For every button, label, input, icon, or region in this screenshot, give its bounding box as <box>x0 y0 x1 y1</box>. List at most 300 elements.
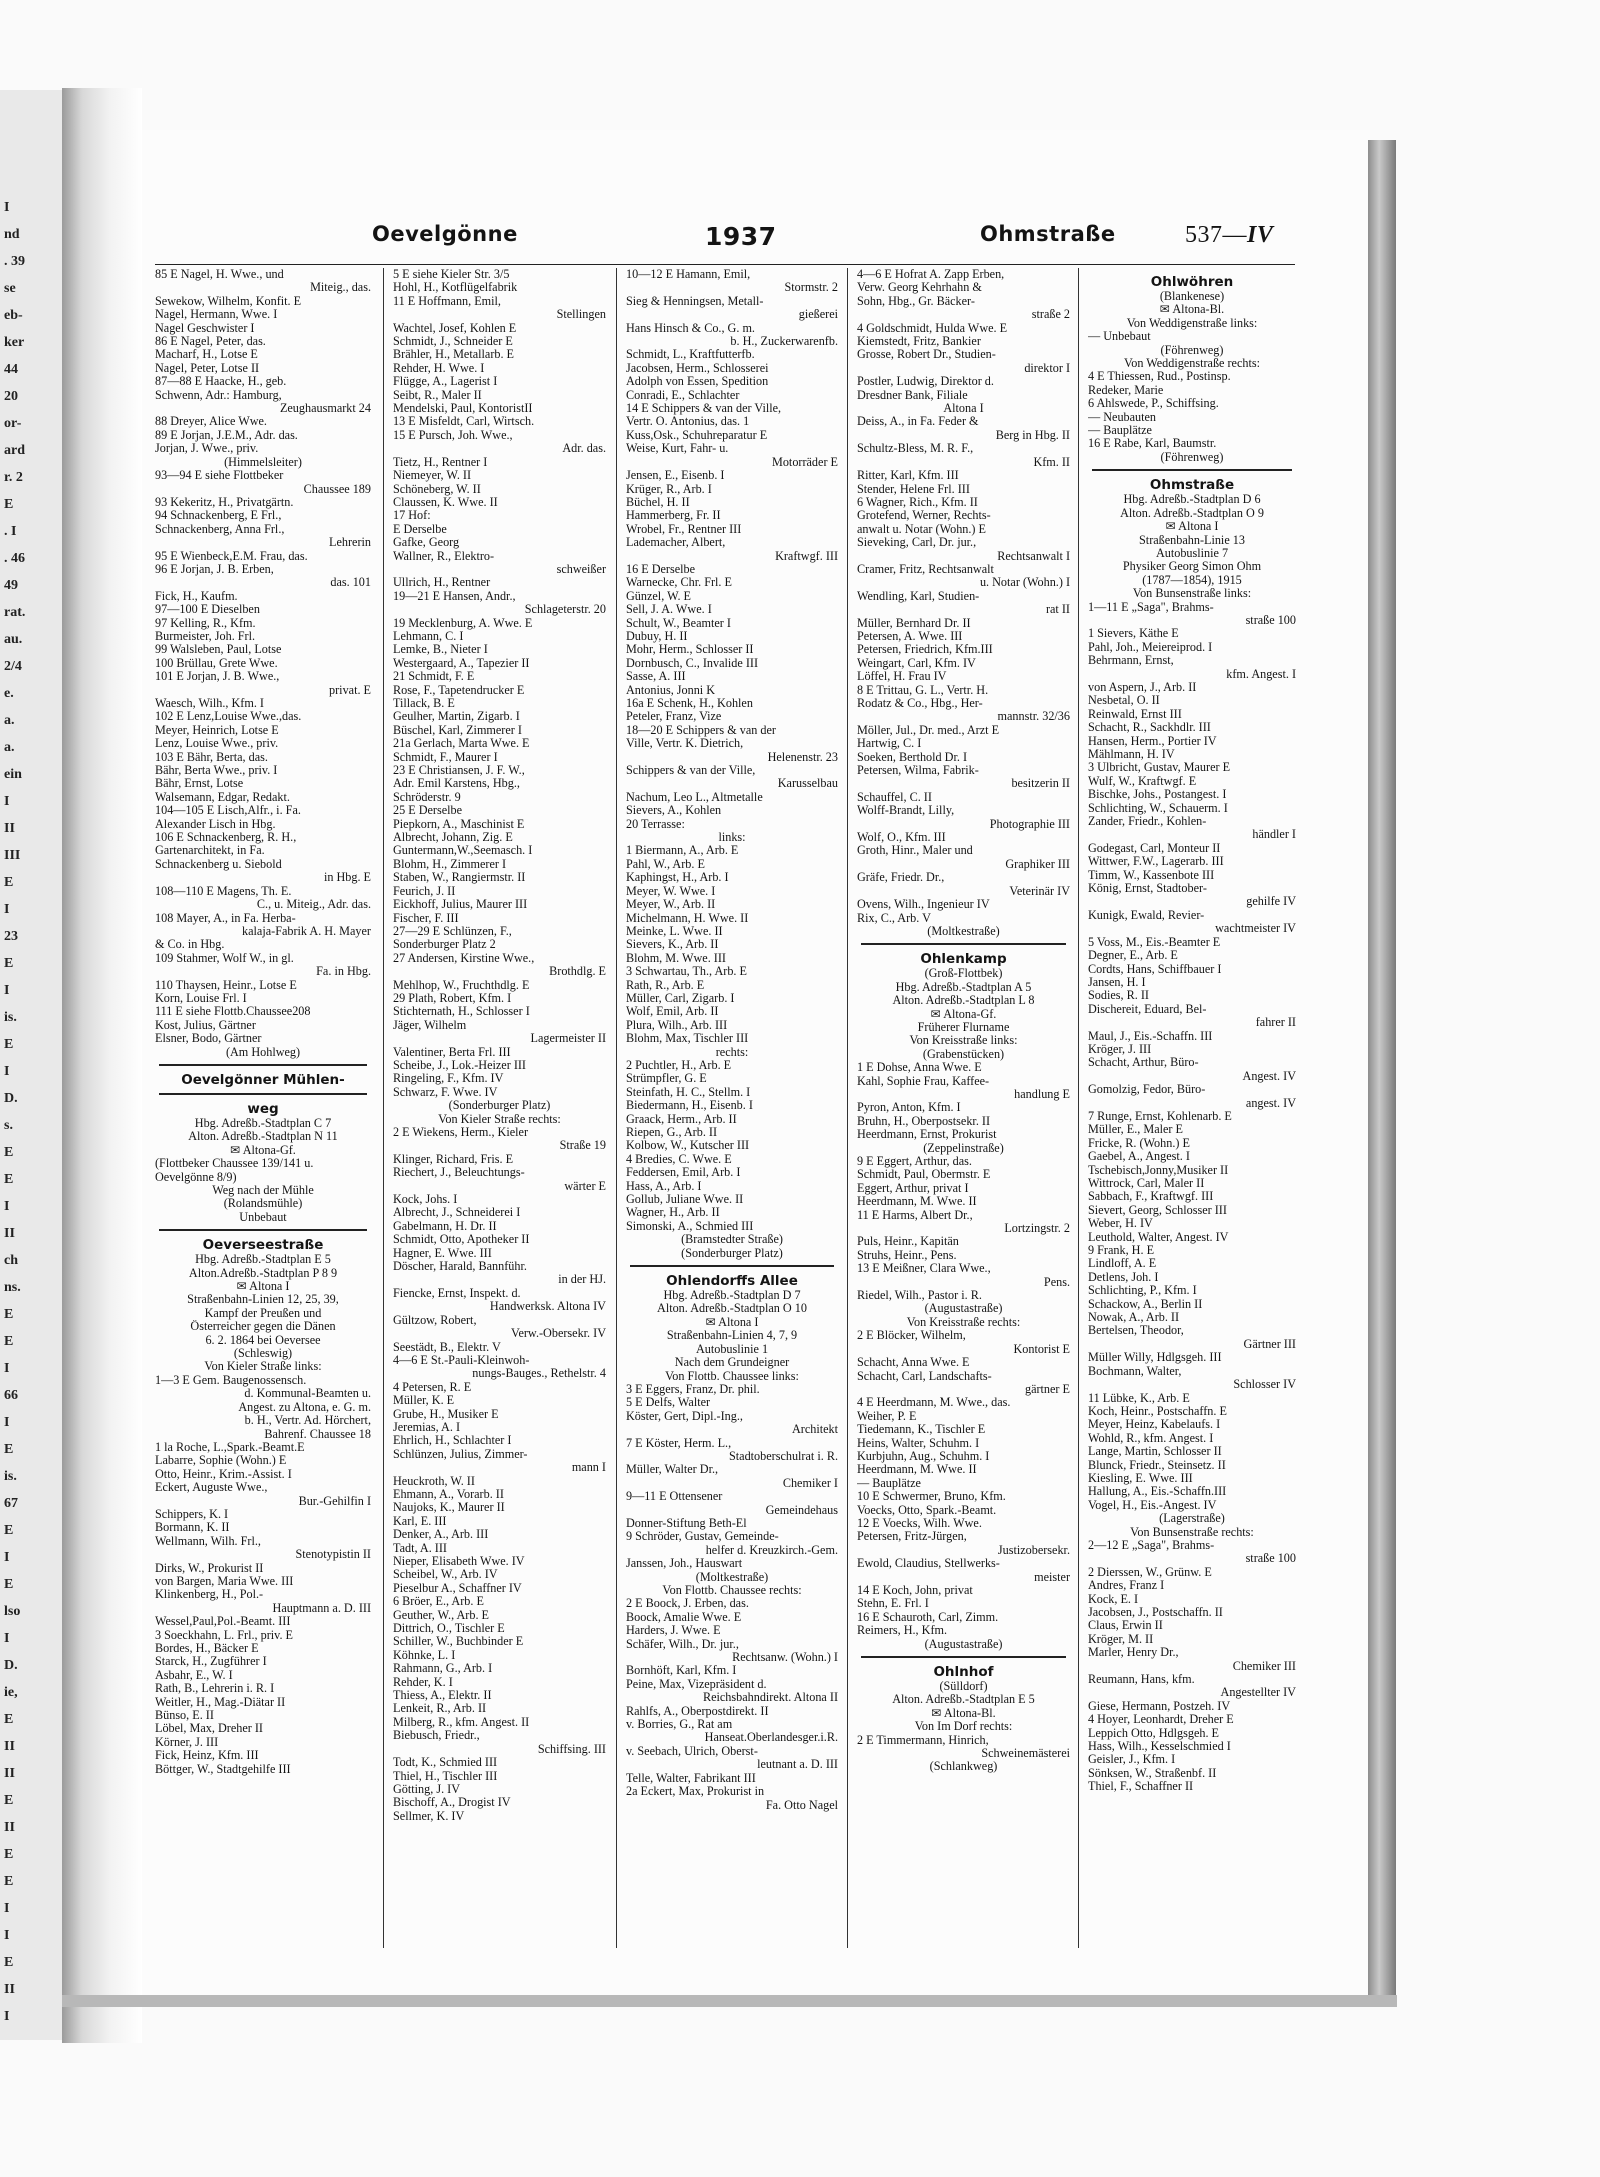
section-divider <box>159 1093 367 1095</box>
directory-entry-line: Wittwer, F.W., Lagerarb. III <box>1088 855 1224 869</box>
directory-entry-line: Schacht, Anna Wwe. E <box>857 1356 970 1370</box>
facing-page-fragment: 49 <box>4 578 18 593</box>
directory-entry-line: 13 E Misfeldt, Carl, Wirtsch. <box>393 415 535 429</box>
directory-entry-line: Alton. Adreßb.-Stadtplan L 8 <box>892 994 1035 1008</box>
directory-entry-line: meister <box>1034 1570 1070 1584</box>
directory-entry-line: (Augustastraße) <box>924 1637 1003 1651</box>
directory-entry-line: Alton.Adreßb.-Stadtplan P 8 9 <box>188 1266 338 1280</box>
directory-entry-line: Kost, Julius, Gärtner <box>155 1018 256 1032</box>
directory-entry-line: 9—11 E Ottensener <box>626 1490 723 1504</box>
directory-entry-line: Grosse, Robert Dr., Studien- <box>857 348 996 362</box>
directory-entry-line: Wittrock, Carl, Maler II <box>1088 1177 1205 1190</box>
directory-entry-line: Stender, Helene Frl. III <box>857 482 970 496</box>
directory-entry-line: Giese, Hermann, Postzeh. IV <box>1088 1699 1231 1713</box>
facing-page-fragment: II <box>4 1766 15 1781</box>
directory-entry-line: Adr. das. <box>562 442 606 456</box>
directory-entry-line: Heerdmann, M. Wwe. II <box>857 1195 977 1209</box>
directory-entry-line: Hbg. Adreßb.-Stadtplan D 7 <box>663 1289 801 1303</box>
directory-entry-line: 5 E Delfs, Walter <box>626 1396 711 1410</box>
directory-entry-line: Mendelski, Paul, KontoristII <box>393 402 533 416</box>
directory-entry-line: Ehrlich, H., Schlachter I <box>393 1434 512 1448</box>
directory-entry-line: Verw.-Obersekr. IV <box>511 1327 606 1341</box>
directory-entry-line: Kiemstedt, Fritz, Bankier <box>857 335 981 349</box>
directory-entry-line: Rath, B., Lehrerin i. R. I <box>155 1682 275 1696</box>
directory-entry-line: Jorjan, J. Wwe., priv. <box>155 442 259 456</box>
directory-entry-line: 27—29 E Schlünzen, F., <box>393 924 512 938</box>
facing-page-fragment: I <box>4 200 10 215</box>
directory-entry-line: fahrer II <box>1255 1016 1296 1030</box>
directory-entry-line: Staben, W., Rangiermstr. II <box>393 871 526 885</box>
directory-entry-line: Köhnke, L. I <box>393 1648 456 1662</box>
facing-page-fragment: a. <box>4 740 15 755</box>
facing-page-fragment: nd <box>4 227 20 242</box>
directory-entry-line: Helenenstr. 23 <box>767 750 838 764</box>
directory-entry-line: 4 Hoyer, Leonhardt, Dreher E <box>1088 1713 1234 1727</box>
directory-entry-line: straße 2 <box>1031 308 1070 322</box>
directory-entry-line: Koch, Heinr., Postschaffn. E <box>1088 1404 1227 1418</box>
directory-entry-line: Gemeindehaus <box>765 1503 838 1517</box>
directory-entry-line: Nach dem Grundeigner <box>674 1356 790 1370</box>
directory-entry-line: Straßenbahn-Linien 12, 25, 39, <box>187 1293 339 1307</box>
directory-entry-line: Ritter, Karl, Kfm. III <box>857 469 959 483</box>
directory-entry-line: 16a E Schenk, H., Kohlen <box>626 697 753 710</box>
directory-entry-line: Stellingen <box>556 308 606 322</box>
directory-entry-line: Fricke, R. (Wohn.) E <box>1088 1136 1190 1150</box>
directory-entry-line: Wolf, O., Kfm. III <box>857 831 946 845</box>
directory-entry-line: Möller, Jul., Dr. med., Arzt E <box>857 723 1000 737</box>
directory-entry-line: Rahlfs, A., Oberpostdirekt. II <box>626 1704 769 1718</box>
directory-entry-line: 85 E Nagel, H. Wwe., und <box>155 268 284 281</box>
directory-entry-line: Blohm, H., Zimmerer I <box>393 857 507 871</box>
facing-page-fragment: r. 2 <box>4 470 23 485</box>
directory-entry-line: Ehmann, A., Vorarb. II <box>393 1487 504 1501</box>
directory-entry-line: 104—105 E Lisch,Alfr., i. Fa. <box>155 804 301 818</box>
directory-entry-line: Schacht, Carl, Landschafts- <box>857 1369 992 1383</box>
directory-entry-line: Eggert, Arthur, privat I <box>857 1181 969 1195</box>
directory-entry-line: Kampf der Preußen und <box>204 1306 322 1320</box>
directory-entry-line: Pieselbur A., Schaffner IV <box>393 1581 522 1595</box>
directory-entry-line: Lagermeister II <box>530 1032 606 1046</box>
facing-page-fragment: II <box>4 1226 15 1241</box>
directory-entry-line: Von Bunsenstraße rechts: <box>1130 1525 1254 1539</box>
directory-entry-line: Peteler, Franz, Vize <box>626 710 722 724</box>
header-section-mark: IV <box>1247 222 1274 248</box>
facing-page-fragment: E <box>4 1172 14 1187</box>
directory-entry-line: Dubuy, H. II <box>626 629 688 643</box>
directory-entry-line: 4 E Thiessen, Rud., Postinsp. <box>1088 370 1231 384</box>
directory-entry-line: 2 Puchtler, H., Arb. E <box>626 1058 732 1072</box>
directory-entry-line: 109 Stahmer, Wolf W., in gl. <box>155 951 294 965</box>
directory-entry-line: Müller, Walter Dr., <box>626 1463 719 1477</box>
directory-entry-line: Bünso, E. II <box>155 1709 214 1723</box>
directory-entry-line: Warnecke, Chr. Frl. E <box>626 576 732 590</box>
directory-entry-line: 11 E Harms, Albert Dr., <box>857 1208 973 1222</box>
book-gutter <box>62 88 142 2043</box>
directory-entry-line: Ovens, Wilh., Ingenieur IV <box>857 898 990 912</box>
directory-entry-line: Fa. in Hbg. <box>316 965 371 979</box>
directory-entry-line: Sohn, Hbg., Gr. Bäcker- <box>857 294 975 308</box>
directory-entry-line: Tietz, H., Rentner I <box>393 455 488 469</box>
directory-entry-line: (Bramstedter Straße) <box>681 1233 783 1247</box>
facing-page-fragment: E <box>4 1577 14 1592</box>
directory-entry-line: Von Bunsenstraße links: <box>1132 587 1252 601</box>
directory-entry-line: Eckert, Auguste Wwe., <box>155 1481 268 1495</box>
directory-entry-line: Verw. Georg Kehrhahn & <box>857 281 982 295</box>
directory-entry-line: Rehder, H. Wwe. I <box>393 361 485 375</box>
directory-entry-line: Leppich Otto, Hdlgsgeh. E <box>1088 1726 1219 1740</box>
facing-page-fragment: . 46 <box>4 551 25 566</box>
facing-page-fragment: I <box>4 1928 10 1943</box>
directory-entry-line: von Bargen, Maria Wwe. III <box>155 1574 294 1588</box>
directory-entry-line: Alton. Adreßb.-Stadtplan O 9 <box>1120 506 1264 520</box>
directory-column-2 <box>393 268 606 1968</box>
facing-page-fragment: I <box>4 1064 10 1079</box>
directory-entry-line: Bischke, Johs., Postangest. I <box>1088 788 1227 802</box>
directory-entry-line: ✉ Altona-Bl. <box>1159 303 1225 317</box>
directory-entry-line: (Blankenese) <box>1159 290 1225 303</box>
directory-entry-line: 97 Kelling, R., Kfm. <box>155 616 256 630</box>
directory-entry-line: Feddersen, Emil, Arb. I <box>626 1166 741 1180</box>
directory-entry-line: (Moltkestraße) <box>695 1570 769 1584</box>
directory-entry-line: Schmidt, F., Maurer I <box>393 750 498 764</box>
section-divider <box>159 1064 367 1066</box>
directory-entry-line: Bur.-Gehilfin I <box>298 1494 371 1508</box>
directory-entry-line: 1 Biermann, A., Arb. E <box>626 844 739 858</box>
directory-entry-line: 2—12 E „Saga", Brahms- <box>1088 1538 1215 1552</box>
directory-entry-line: 99 Walsleben, Paul, Lotse <box>155 643 282 657</box>
directory-entry-line: 3 Schwartau, Th., Arb. E <box>626 965 747 979</box>
directory-entry-line: 15 E Pursch, Joh. Wwe., <box>393 428 513 442</box>
directory-entry-line: nungs-Bauges., Rethelstr. 4 <box>472 1367 606 1381</box>
directory-entry-line: 10—12 E Hamann, Emil, <box>626 268 751 281</box>
directory-column-4 <box>857 268 1070 1968</box>
directory-entry-line: Struhs, Heinr., Pens. <box>857 1248 957 1262</box>
directory-entry-line: Stichternath, H., Schlosser I <box>393 1005 530 1019</box>
facing-page-fragment: D. <box>4 1091 18 1106</box>
directory-entry-line: Reichsbahndirekt. Altona II <box>702 1691 838 1705</box>
directory-entry-line: Cramer, Fritz, Rechtsanwalt <box>857 562 994 576</box>
directory-entry-line: wachtmeister IV <box>1215 922 1296 936</box>
street-heading: Oeverseestraße <box>202 1237 324 1254</box>
facing-page-fragment: 2/4 <box>4 659 22 674</box>
directory-entry-line: Marler, Henry Dr., <box>1088 1646 1179 1660</box>
directory-entry-line: Gafke, Georg <box>393 536 460 550</box>
directory-entry-line: Pahl, Joh., Meiereiprod. I <box>1088 640 1213 654</box>
directory-entry-line: Bruhn, H., Oberpostsekr. II <box>857 1114 991 1128</box>
directory-entry-line: Rodatz & Co., Hbg., Her- <box>857 697 983 710</box>
directory-entry-line: Blohm, M. Wwe. III <box>626 951 726 965</box>
directory-entry-line: Schlichting, W., Schauerm. I <box>1088 801 1228 815</box>
directory-entry-line: Bähr, Berta Wwe., priv. I <box>155 764 278 778</box>
header-page-number: 537—IV <box>1185 222 1274 248</box>
directory-entry-line: Gartenarchitekt, in Fa. <box>155 844 265 858</box>
directory-entry-line: Von Im Dorf rechts: <box>914 1720 1013 1734</box>
directory-entry-line: Sodies, R. II <box>1088 989 1149 1003</box>
directory-entry-line: (1787—1854), 1915 <box>1142 573 1242 587</box>
directory-entry-line: Wellmann, Wilh. Frl., <box>155 1534 261 1548</box>
directory-entry-line: Piepkorn, A., Maschinist E <box>393 817 525 831</box>
directory-entry-line: Graphiker III <box>1005 857 1070 871</box>
directory-entry-line: Kunigk, Ewald, Revier- <box>1088 908 1205 922</box>
directory-entry-line: Otto, Heinr., Krim.-Assist. I <box>155 1467 292 1481</box>
directory-entry-line: Krüger, R., Arb. I <box>626 482 712 496</box>
directory-entry-line: Sievers, K., Arb. II <box>626 938 719 952</box>
facing-page-fragment: E <box>4 1955 14 1970</box>
directory-entry-line: Österreicher gegen die Dänen <box>190 1320 336 1334</box>
directory-entry-line: Von Kreisstraße links: <box>909 1034 1018 1048</box>
directory-entry-line: 6 Wagner, Rich., Kfm. II <box>857 495 978 509</box>
directory-entry-line: kalaja-Fabrik A. H. Mayer <box>242 924 371 938</box>
directory-entry-line: Von Flottb. Chaussee links: <box>665 1369 799 1383</box>
directory-entry-line: Blohm, Max, Tischler III <box>626 1032 749 1046</box>
directory-entry-line: Bochmann, Walter, <box>1088 1364 1182 1378</box>
directory-entry-line: Michelmann, H. Wwe. II <box>626 911 749 925</box>
directory-entry-line: 89 E Jorjan, J.E.M., Adr. das. <box>155 428 298 442</box>
directory-entry-line: Schacht, R., Sackhdlr. III <box>1088 721 1211 735</box>
directory-entry-line: Jacobsen, J., Postschaffn. II <box>1088 1606 1223 1619</box>
directory-entry-line: Autobuslinie 7 <box>1155 546 1229 560</box>
directory-entry-line: Niemeyer, W. II <box>393 469 472 483</box>
directory-entry-line: wärter E <box>564 1179 606 1193</box>
directory-entry-line: Kuss,Osk., Schuhreparatur E <box>626 428 768 442</box>
directory-entry-line: v. Seebach, Ulrich, Oberst- <box>626 1744 758 1758</box>
directory-entry-line: Adr. Emil Karstens, Hbg., <box>393 777 520 791</box>
directory-entry-line: Dornbusch, C., Invalide III <box>626 656 758 670</box>
directory-entry-line: Reimers, H., Kfm. <box>857 1624 948 1638</box>
facing-page-fragment: E <box>4 1334 14 1349</box>
directory-entry-line: Kfm. II <box>1033 455 1070 469</box>
directory-entry-line: Thiess, A., Elektr. II <box>393 1689 492 1703</box>
directory-entry-line: Claussen, K. Wwe. II <box>393 495 498 509</box>
directory-entry-line: Nagel, Peter, Lotse II <box>155 361 260 375</box>
directory-entry-line: Fick, Heinz, Kfm. III <box>155 1749 259 1763</box>
directory-entry-line: Milberg, R., kfm. Angest. II <box>393 1715 530 1729</box>
directory-entry-line: Büschel, Karl, Zimmerer I <box>393 723 522 737</box>
directory-entry-line: Fiencke, Ernst, Inspekt. d. <box>393 1286 521 1300</box>
facing-page-fragment: 23 <box>4 929 18 944</box>
directory-entry-line: Meyer, W. Wwe. I <box>626 884 716 898</box>
directory-entry-line: 11 E Hoffmann, Emil, <box>393 294 501 308</box>
directory-entry-line: Antonius, Jonni K <box>626 683 716 697</box>
directory-entry-line: Schnackenberg, Anna Frl., <box>155 522 285 536</box>
directory-entry-line: Vogel, H., Eis.-Angest. IV <box>1088 1498 1217 1512</box>
directory-entry-line: rechts: <box>715 1045 749 1059</box>
directory-entry-line: Fa. Otto Nagel <box>765 1798 838 1812</box>
directory-entry-line: Hass, Wilh., Kesselschmied I <box>1088 1740 1231 1754</box>
directory-entry-line: von Aspern, J., Arb. II <box>1088 680 1197 694</box>
directory-entry-line: Weitler, H., Mag.-Diätar II <box>155 1695 286 1709</box>
directory-entry-line: (Sonderburger Platz) <box>448 1099 551 1113</box>
directory-entry-line: Kraftwgf. III <box>775 549 838 563</box>
directory-entry-line: Schröderstr. 9 <box>393 790 461 804</box>
directory-entry-line: Hbg. Adreßb.-Stadtplan D 6 <box>1123 493 1261 507</box>
directory-entry-line: Geuther, W., Arb. E <box>393 1608 489 1622</box>
directory-entry-line: 1 E Dohse, Anna Wwe. E <box>857 1061 982 1075</box>
directory-entry-line: Physiker Georg Simon Ohm <box>1122 560 1262 574</box>
directory-entry-line: Rechtsanwalt I <box>997 549 1070 563</box>
directory-entry-line: Sievert, Georg, Schlosser III <box>1088 1203 1227 1217</box>
directory-entry-line: Schacht, Arthur, Büro- <box>1088 1056 1199 1070</box>
street-heading: Oevelgönner Mühlen- <box>181 1071 345 1088</box>
directory-entry-line: Karl, E. III <box>393 1514 447 1528</box>
directory-entry-line: Oevelgönne 8/9) <box>155 1170 237 1184</box>
directory-entry-line: 3 Soeckhahn, L. Frl., priv. E <box>155 1628 293 1642</box>
directory-entry-line: Weiher, P. E <box>857 1409 917 1423</box>
directory-entry-line: Wagner, H., Arb. II <box>626 1206 720 1220</box>
facing-page-fragment: I <box>4 1415 10 1430</box>
directory-entry-line: 110 Thaysen, Heinr., Lotse E <box>155 978 297 992</box>
directory-entry-line: Schwenn, Adr.: Hamburg, <box>155 388 282 402</box>
facing-page-fragment: I <box>4 1901 10 1916</box>
directory-entry-line: Ringeling, F., Kfm. IV <box>393 1072 504 1086</box>
directory-entry-line: Jeremias, A. I <box>393 1420 461 1434</box>
directory-entry-line: Schäfer, Wilh., Dr. jur., <box>626 1637 739 1651</box>
directory-entry-line: Weise, Kurt, Fahr- u. <box>626 442 729 456</box>
directory-entry-line: Todt, K., Schmied III <box>393 1756 498 1770</box>
facing-page-fragment: E <box>4 1523 14 1538</box>
directory-entry-line: Nagel, Hermann, Wwe. I <box>155 308 278 322</box>
directory-entry-line: Photographie III <box>989 817 1070 831</box>
directory-entry-line: Biebusch, Friedr., <box>393 1729 480 1743</box>
directory-entry-line: Labarre, Sophie (Wohn.) E <box>155 1454 287 1468</box>
directory-entry-line: Petersen, A. Wwe. III <box>857 629 963 643</box>
directory-entry-line: 1—11 E „Saga", Brahms- <box>1088 600 1214 614</box>
directory-entry-line: Puls, Heinr., Kapitän <box>857 1235 959 1249</box>
directory-entry-line: gärtner E <box>1024 1382 1070 1396</box>
directory-entry-line: Wrobel, Fr., Rentner III <box>626 522 742 536</box>
street-heading: Ohlnhof <box>933 1664 994 1681</box>
section-divider <box>630 1265 834 1267</box>
facing-page-fragment: 67 <box>4 1496 18 1511</box>
header-left-street: Oevelgönne <box>372 222 518 246</box>
directory-entry-line: Redeker, Marie <box>1088 383 1164 397</box>
directory-entry-line: Eickhoff, Julius, Maurer III <box>393 898 528 912</box>
directory-entry-line: 2 E Wiekens, Herm., Kieler <box>393 1126 528 1139</box>
directory-entry-line: ✉ Altona-Gf. <box>230 1143 296 1157</box>
header-year: 1937 <box>705 222 777 251</box>
directory-entry-line: Müller, E., Maler E <box>1088 1123 1183 1137</box>
directory-entry-line: Klinger, Richard, Fris. E <box>393 1152 514 1166</box>
directory-entry-line: Angest. IV <box>1242 1069 1296 1083</box>
directory-entry-line: Hohl, H., Kotflügelfabrik <box>393 281 518 295</box>
facing-page-fragment: E <box>4 956 14 971</box>
directory-entry-line: Büchel, H. II <box>626 495 690 509</box>
directory-entry-line: Tillack, B. E <box>393 697 455 710</box>
directory-entry-line: 10 E Schwermer, Bruno, Kfm. <box>857 1490 1006 1504</box>
directory-entry-line: Hansen, Herm., Portier IV <box>1088 734 1217 748</box>
directory-entry-line: 86 E Nagel, Peter, das. <box>155 335 266 349</box>
directory-entry-line: Janssen, Joh., Hauswart <box>626 1557 743 1571</box>
directory-entry-line: Meyer, Heinz, Kabelaufs. I <box>1088 1418 1221 1432</box>
directory-entry-line: Vertr. O. Antonius, das. 1 <box>626 415 750 429</box>
directory-entry-line: (Sonderburger Platz) <box>681 1246 783 1260</box>
directory-entry-line: Schöneberg, W. II <box>393 482 481 496</box>
directory-entry-line: Thiel, F., Schaffner II <box>1088 1780 1194 1794</box>
directory-entry-line: 25 E Derselbe <box>393 804 463 818</box>
directory-column-5 <box>1088 268 1296 1968</box>
directory-entry-line: 103 E Bähr, Berta, das. <box>155 750 268 764</box>
directory-entry-line: Brähler, H., Metallarb. E <box>393 348 515 362</box>
directory-entry-line: Jansen, H. I <box>1088 975 1146 989</box>
facing-page-fragment: E <box>4 1847 14 1862</box>
directory-entry-line: Wolff-Brandt, Lilly, <box>857 804 955 818</box>
directory-entry-line: handlung E <box>1014 1087 1070 1101</box>
directory-entry-line: Von Weddigenstraße rechts: <box>1124 357 1260 371</box>
directory-entry-line: Hbg. Adreßb.-Stadtplan C 7 <box>194 1116 332 1130</box>
facing-page-fragment: E <box>4 497 14 512</box>
directory-entry-line: Riepen, G., Arb. II <box>626 1126 718 1139</box>
directory-entry-line: 95 E Wienbeck,E.M. Frau, das. <box>155 549 308 563</box>
directory-entry-line: Schippers & van der Ville, <box>626 764 756 778</box>
directory-entry-line: händler I <box>1252 828 1296 842</box>
facing-page-fragment: I <box>4 1631 10 1646</box>
section-divider <box>861 943 1066 945</box>
directory-entry-line: 9 Schröder, Gustav, Gemeinde- <box>626 1530 779 1544</box>
directory-entry-line: 5 Voss, M., Eis.-Beamter E <box>1088 935 1221 949</box>
directory-entry-line: Voecks, Otto, Spark.-Beamt. <box>857 1503 997 1517</box>
directory-entry-line: Handwerksk. Altona IV <box>489 1300 606 1314</box>
directory-entry-line: 12 E Voecks, Wilh. Wwe. <box>857 1516 982 1530</box>
directory-entry-line: Guntermann,W.,Seemasch. I <box>393 844 533 858</box>
directory-entry-line: Sönksen, W., Straßenbf. II <box>1088 1766 1217 1780</box>
facing-page-fragment: . 39 <box>4 254 25 269</box>
facing-page-fragment: e. <box>4 686 14 701</box>
directory-entry-line: 1—3 E Gem. Baugenossensch. <box>155 1373 307 1387</box>
column-rule <box>616 268 617 1948</box>
directory-entry-line: Müller, Bernhard Dr. II <box>857 616 971 630</box>
directory-entry-line: 16 E Schauroth, Carl, Zimm. <box>857 1610 999 1624</box>
directory-entry-line: (Föhrenweg) <box>1160 343 1224 357</box>
directory-entry-line: 21 Schmidt, F. E <box>393 670 475 684</box>
directory-entry-line: Kontorist E <box>1013 1342 1070 1356</box>
directory-entry-line: Telle, Walter, Fabrikant III <box>626 1771 756 1785</box>
directory-entry-line: Schlichting, P., Kfm. I <box>1088 1284 1197 1298</box>
directory-entry-line: 20 Terrasse: <box>626 817 685 831</box>
directory-entry-line: Schweinemästerei <box>981 1747 1070 1761</box>
directory-entry-line: 108—110 E Magens, Th. E. <box>155 884 292 898</box>
directory-entry-line: 93 Kekeritz, H., Privatgärtn. <box>155 495 294 509</box>
directory-entry-line: Müller, K. E <box>393 1394 455 1408</box>
directory-entry-line: besitzerin II <box>1011 777 1070 791</box>
directory-entry-line: 19—21 E Hansen, Andr., <box>393 589 516 603</box>
directory-entry-line: ✉ Altona-Gf. <box>930 1007 997 1021</box>
directory-entry-line: Alton. Adreßb.-Stadtplan O 10 <box>657 1302 807 1316</box>
directory-entry-line: Pahl, W., Arb. E <box>626 857 705 871</box>
directory-entry-line: Rehder, K. I <box>393 1675 453 1689</box>
facing-page-fragment: ch <box>4 1253 18 1268</box>
directory-entry-line: angest. IV <box>1245 1096 1296 1110</box>
directory-entry-line: v. Borries, G., Rat am <box>626 1718 733 1732</box>
directory-entry-line: Maul, J., Eis.-Schaffn. III <box>1088 1029 1213 1043</box>
directory-entry-line: Mehlhop, W., Fruchthdlg. E <box>393 978 530 992</box>
directory-entry-line: Godegast, Carl, Monteur II <box>1088 841 1221 855</box>
directory-entry-line: Stenotypistin II <box>295 1548 371 1562</box>
directory-entry-line: schweißer <box>556 562 606 576</box>
directory-entry-line: Reinwald, Ernst III <box>1088 707 1182 721</box>
directory-entry-line: 7 E Köster, Herm. L., <box>626 1436 732 1450</box>
directory-entry-line: Klinkenberg, H., Pol.- <box>155 1588 264 1602</box>
directory-entry-line: Scheibel, W., Arb. IV <box>393 1568 498 1582</box>
directory-entry-line: Schauffel, C. II <box>857 790 932 804</box>
directory-entry-line: 14 E Koch, John, privat <box>857 1584 973 1597</box>
facing-page-fragment: E <box>4 1307 14 1322</box>
directory-entry-line: Seestädt, B., Elektr. V <box>393 1340 501 1354</box>
directory-entry-line: Dresdner Bank, Filiale <box>857 388 968 402</box>
directory-entry-line: Strümpfler, G. E <box>626 1072 707 1086</box>
directory-entry-line: Jacobsen, Herm., Schlosserei <box>626 361 769 375</box>
directory-entry-line: 17 Hof: <box>393 509 431 523</box>
directory-entry-line: Dittrich, O., Tischler E <box>393 1622 505 1636</box>
